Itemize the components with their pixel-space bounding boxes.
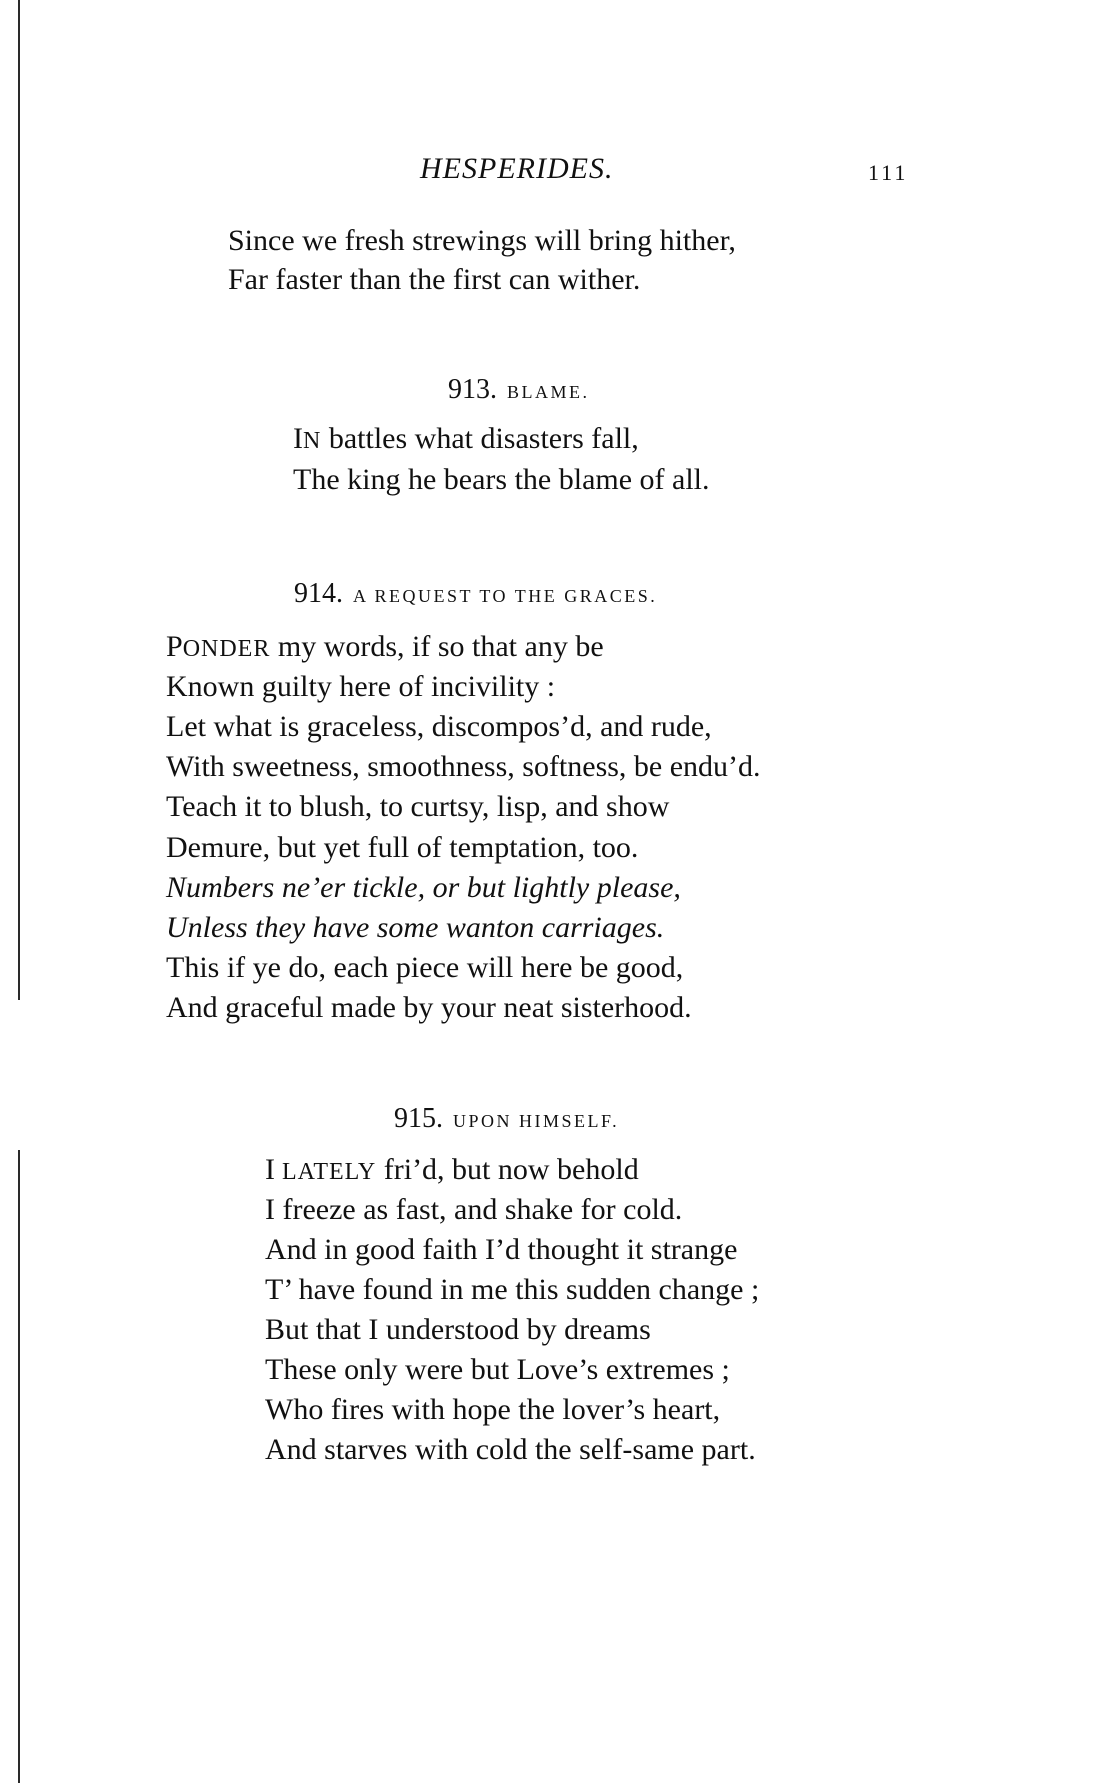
poem-line: These only were but Love’s extremes ;	[265, 1353, 730, 1386]
small-caps-lead: ONDER	[182, 636, 271, 662]
poem-line: Demure, but yet full of temptation, too.	[166, 831, 639, 864]
binding-edge-shadow	[18, 1150, 23, 1783]
continuation-line: Since we fresh strewings will bring hither,	[228, 224, 736, 257]
page-number: 111	[868, 160, 909, 185]
initial-capital: P	[166, 630, 183, 663]
binding-edge-shadow	[18, 0, 23, 1000]
poem-line-italic: Unless they have some wanton carriages.	[166, 911, 665, 944]
first-line-rest: my words, if so that any be	[270, 630, 604, 663]
first-line-rest: fri’d, but now behold	[376, 1153, 639, 1186]
initial-capital: I	[293, 422, 303, 455]
poem-title: BLAME.	[507, 382, 590, 402]
poem-heading	[394, 1105, 619, 1133]
poem-number: 914.	[294, 578, 343, 609]
continuation-line: Far faster than the first can wither.	[228, 263, 641, 296]
poem-first-line	[166, 632, 604, 662]
poem-line: But that I understood by dreams	[265, 1313, 651, 1346]
poem-number: 913.	[448, 374, 497, 405]
poem-heading	[448, 376, 590, 404]
running-head: HESPERIDES.	[420, 152, 614, 185]
poem-first-line	[293, 424, 639, 454]
poem-line: With sweetness, smoothness, softness, be endu’d.	[166, 750, 761, 783]
small-caps-lead: LATELY	[275, 1159, 377, 1185]
poem-first-line	[265, 1155, 639, 1185]
poem-line: This if ye do, each piece will here be good,	[166, 951, 684, 984]
poem-number: 915.	[394, 1103, 443, 1134]
poem-line: And starves with cold the self-same part.	[265, 1433, 756, 1466]
poem-line: Who fires with hope the lover’s heart,	[265, 1393, 721, 1426]
first-line-rest: battles what disasters fall,	[321, 422, 639, 455]
initial-capital: I	[265, 1153, 275, 1186]
poem-line: I freeze as fast, and shake for cold.	[265, 1193, 683, 1226]
poem-line-italic: Numbers ne’er tickle, or but lightly please,	[166, 871, 681, 904]
poem-line: And in good faith I’d thought it strange	[265, 1233, 738, 1266]
poem-line: Let what is graceless, discompos’d, and rude,	[166, 710, 712, 743]
poem-line: And graceful made by your neat sisterhood.	[166, 991, 692, 1024]
poem-line: Known guilty here of incivility :	[166, 670, 556, 703]
small-caps-lead: N	[303, 428, 322, 454]
poem-line: Teach it to blush, to curtsy, lisp, and show	[166, 790, 670, 823]
poem-line: The king he bears the blame of all.	[293, 463, 710, 496]
poem-title: UPON HIMSELF.	[453, 1111, 620, 1131]
poem-line: T’ have found in me this sudden change ;	[265, 1273, 760, 1306]
poem-title: A REQUEST TO THE GRACES.	[353, 586, 658, 606]
poem-heading	[294, 580, 657, 608]
